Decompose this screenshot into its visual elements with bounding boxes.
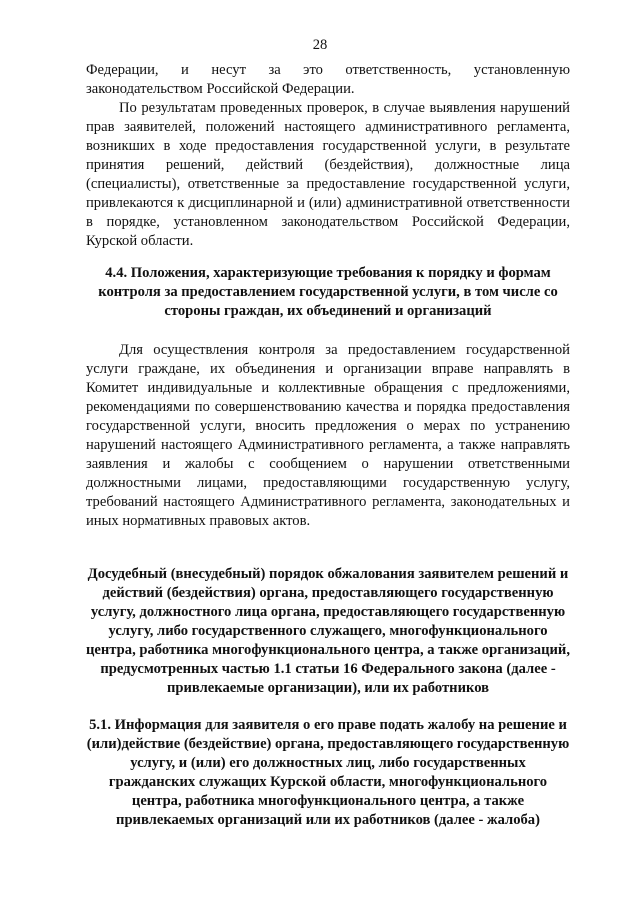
spacer <box>86 321 570 341</box>
paragraph-continuation: Федерации, и несут за это ответственность, установленную законодательством Российской Федерации. <box>86 62 570 97</box>
paragraph-citizen-control: Для осуществления контроля за предоставлением государственной услуги граждане, их объединения и организации вправе направлять в Комитет индивидуальные и коллективные обращения с предложениями, рекомендациями по совершенствованию качества и порядка предоставления государственной услуги, вносить предложения о мерах по устранению нарушений настоящего Административного регламента, а также направлять заявления и жалобы с сообщением о нарушении ответственными должностными лицами, предоставляющими государственную услугу, требований настоящего Административного регламента, законодательных и иных нормативных правовых актов. <box>86 342 570 529</box>
section-heading-5-1: 5.1. Информация для заявителя о его праве подать жалобу на решение и (или)действие (бездействие) органа, предоставляющего государственную услугу, и (или) его должностных лиц, либо государственных гражданских служащих Курской области, многофункционального центра, работника многофункционального центра, а также привлекаемых организаций или их работников (далее - жалоба) <box>86 717 570 828</box>
page-number: 28 <box>312 37 328 53</box>
paragraph-inspection-results: По результатам проведенных проверок, в случае выявления нарушений прав заявителей, положений настоящего административного регламента, возникших в ходе предоставления государственной услуги, в результате принятия решений, действий (бездействия), должностные лица (специалисты), ответственные за предоставление государственной услуги, привлекаются к дисциплинарной и (или) административной ответственности в порядке, установленном законодательством Российской Федерации, Курской области. <box>86 100 570 249</box>
spacer <box>86 531 570 565</box>
section-heading-4-4: 4.4. Положения, характеризующие требования к порядку и формам контроля за предоставлением государственной услуги, в том числе со стороны граждан, их объединений и организаций <box>98 265 558 319</box>
section-heading-appeal-procedure: Досудебный (внесудебный) порядок обжалования заявителем решений и действий (бездействия) органа, предоставляющего государственную услугу, должностного лица органа, предоставляющего государственную услугу, либо государственного служащего, многофункционального центра, работника многофункционального центра, а также организаций, предусмотренных частью 1.1 статьи 16 Федерального закона (далее - привлекаемые организации), или их работников <box>86 566 570 696</box>
spacer <box>86 698 570 716</box>
document-body <box>86 61 570 830</box>
spacer <box>86 251 570 264</box>
